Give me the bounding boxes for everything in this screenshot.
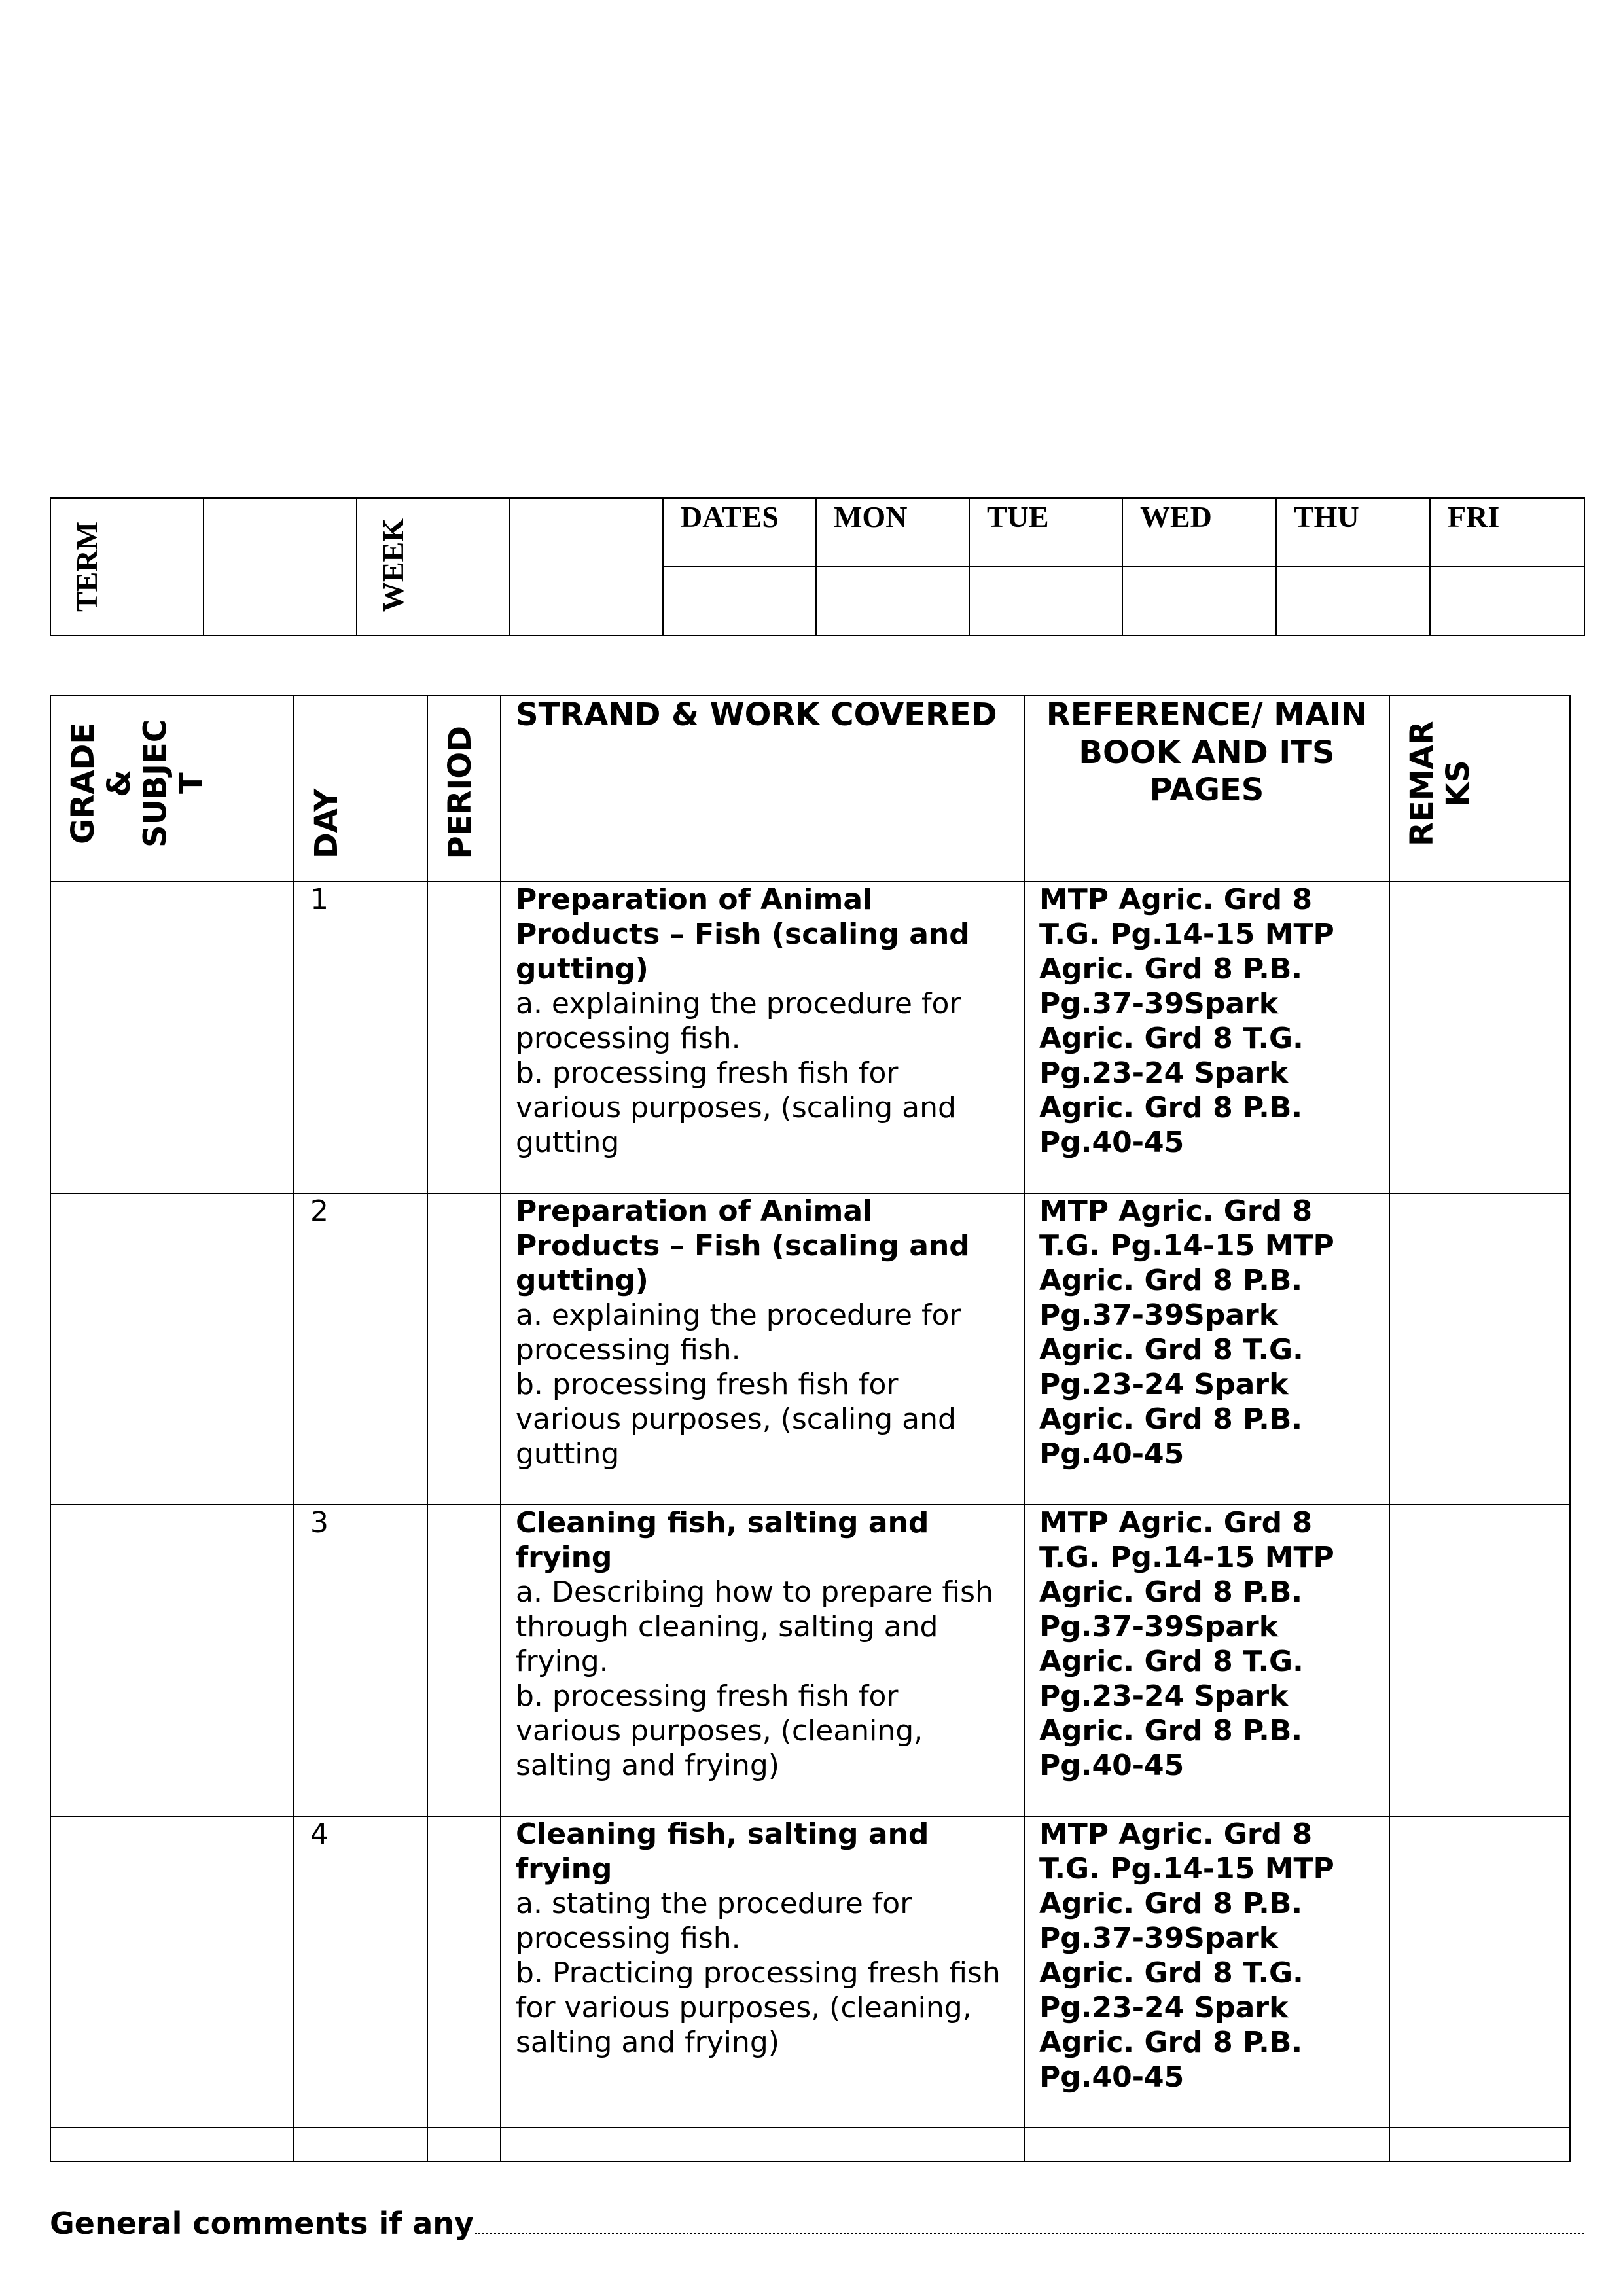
work-covered-cell <box>501 1816 1024 2128</box>
period-cell[interactable] <box>427 1193 501 1505</box>
col-header-grade-subject: GRADE & SUBJEC T <box>50 696 294 882</box>
day-label-mon: MON <box>816 498 969 567</box>
reference-cell: MTP Agric. Grd 8 T.G. Pg.14-15 MTP Agric. Grd 8 P.B. Pg.37-39Spark Agric. Grd 8 T.G. Pg.23-24 Spark Agric. Grd 8 P.B. Pg.40-45 <box>1024 1505 1389 1816</box>
day-cell: 4 <box>294 1816 427 2128</box>
objective-a: a. explaining the procedure for processing fish. <box>516 987 961 1055</box>
term-label: TERM <box>70 522 103 612</box>
week-value-cell[interactable] <box>510 498 663 636</box>
date-cell-mon[interactable] <box>816 567 969 636</box>
week-label-cell <box>357 498 510 636</box>
dates-label: DATES <box>663 498 816 567</box>
col-header-strand: STRAND & WORK COVERED <box>501 696 1024 882</box>
date-cell-fri[interactable] <box>1430 567 1584 636</box>
date-cell-thu[interactable] <box>1276 567 1430 636</box>
table-row <box>50 882 1570 1193</box>
day-cell: 3 <box>294 1505 427 1816</box>
blank-cell[interactable] <box>294 2128 427 2162</box>
blank-cell[interactable] <box>50 2128 294 2162</box>
objective-b: b. Practicing processing fresh fish for various purposes, (cleaning, salting and frying) <box>516 1956 1001 2059</box>
reference-cell: MTP Agric. Grd 8 T.G. Pg.14-15 MTP Agric. Grd 8 P.B. Pg.37-39Spark Agric. Grd 8 T.G. Pg.23-24 Spark Agric. Grd 8 P.B. Pg.40-45 <box>1024 1816 1389 2128</box>
remarks-cell[interactable] <box>1389 882 1570 1193</box>
lesson-title: Cleaning fish, salting and frying <box>516 1506 929 1574</box>
work-covered-cell <box>501 882 1024 1193</box>
col-header-remarks: REMAR KS <box>1389 696 1570 882</box>
objective-b: b. processing fresh fish for various purposes, (scaling and gutting <box>516 1056 956 1159</box>
period-cell[interactable] <box>427 1816 501 2128</box>
day-cell: 2 <box>294 1193 427 1505</box>
blank-cell[interactable] <box>501 2128 1024 2162</box>
grade-subject-cell[interactable] <box>50 1193 294 1505</box>
comments-dotted-field[interactable] <box>475 2206 1584 2234</box>
objective-a: a. Describing how to prepare fish through cleaning, salting and frying. <box>516 1575 993 1678</box>
blank-cell[interactable] <box>1024 2128 1389 2162</box>
objective-b: b. processing fresh fish for various purposes, (scaling and gutting <box>516 1368 956 1471</box>
day-label-thu: THU <box>1276 498 1430 567</box>
reference-cell: MTP Agric. Grd 8 T.G. Pg.14-15 MTP Agric. Grd 8 P.B. Pg.37-39Spark Agric. Grd 8 T.G. Pg.23-24 Spark Agric. Grd 8 P.B. Pg.40-45 <box>1024 882 1389 1193</box>
term-week-dates-table <box>50 497 1585 636</box>
term-label-cell <box>50 498 204 636</box>
general-comments-line <box>50 2206 1584 2241</box>
dates-value-cell[interactable] <box>663 567 816 636</box>
period-cell[interactable] <box>427 1505 501 1816</box>
day-label-fri: FRI <box>1430 498 1584 567</box>
period-cell[interactable] <box>427 882 501 1193</box>
remarks-cell[interactable] <box>1389 1193 1570 1505</box>
objective-a: a. stating the procedure for processing fish. <box>516 1887 912 1955</box>
reference-cell: MTP Agric. Grd 8 T.G. Pg.14-15 MTP Agric. Grd 8 P.B. Pg.37-39Spark Agric. Grd 8 T.G. Pg.23-24 Spark Agric. Grd 8 P.B. Pg.40-45 <box>1024 1193 1389 1505</box>
work-covered-cell <box>501 1505 1024 1816</box>
grade-subject-cell[interactable] <box>50 882 294 1193</box>
blank-row <box>50 2128 1570 2162</box>
table-header-row <box>50 696 1570 882</box>
table-row <box>50 1193 1570 1505</box>
general-comments-label: General comments if any <box>50 2206 474 2241</box>
grade-subject-cell[interactable] <box>50 1816 294 2128</box>
date-cell-wed[interactable] <box>1122 567 1276 636</box>
remarks-cell[interactable] <box>1389 1505 1570 1816</box>
objective-b: b. processing fresh fish for various purposes, (cleaning, salting and frying) <box>516 1679 923 1782</box>
term-value-cell[interactable] <box>204 498 357 636</box>
day-label-wed: WED <box>1122 498 1276 567</box>
week-label: WEEK <box>376 518 410 612</box>
table-row <box>50 1505 1570 1816</box>
lesson-title: Preparation of Animal Products – Fish (scaling and gutting) <box>516 1194 970 1297</box>
day-cell: 1 <box>294 882 427 1193</box>
lesson-title: Cleaning fish, salting and frying <box>516 1818 929 1886</box>
col-header-period: PERIOD <box>427 696 501 882</box>
col-header-day: DAY <box>294 696 427 882</box>
work-covered-cell <box>501 1193 1024 1505</box>
blank-cell[interactable] <box>1389 2128 1570 2162</box>
blank-cell[interactable] <box>427 2128 501 2162</box>
grade-subject-cell[interactable] <box>50 1505 294 1816</box>
remarks-cell[interactable] <box>1389 1816 1570 2128</box>
table-row <box>50 1816 1570 2128</box>
objective-a: a. explaining the procedure for processing fish. <box>516 1299 961 1367</box>
day-label-tue: TUE <box>969 498 1122 567</box>
scheme-of-work-table <box>50 695 1571 2162</box>
col-header-reference: REFERENCE/ MAIN BOOK AND ITS PAGES <box>1024 696 1389 882</box>
lesson-title: Preparation of Animal Products – Fish (scaling and gutting) <box>516 883 970 986</box>
date-cell-tue[interactable] <box>969 567 1122 636</box>
